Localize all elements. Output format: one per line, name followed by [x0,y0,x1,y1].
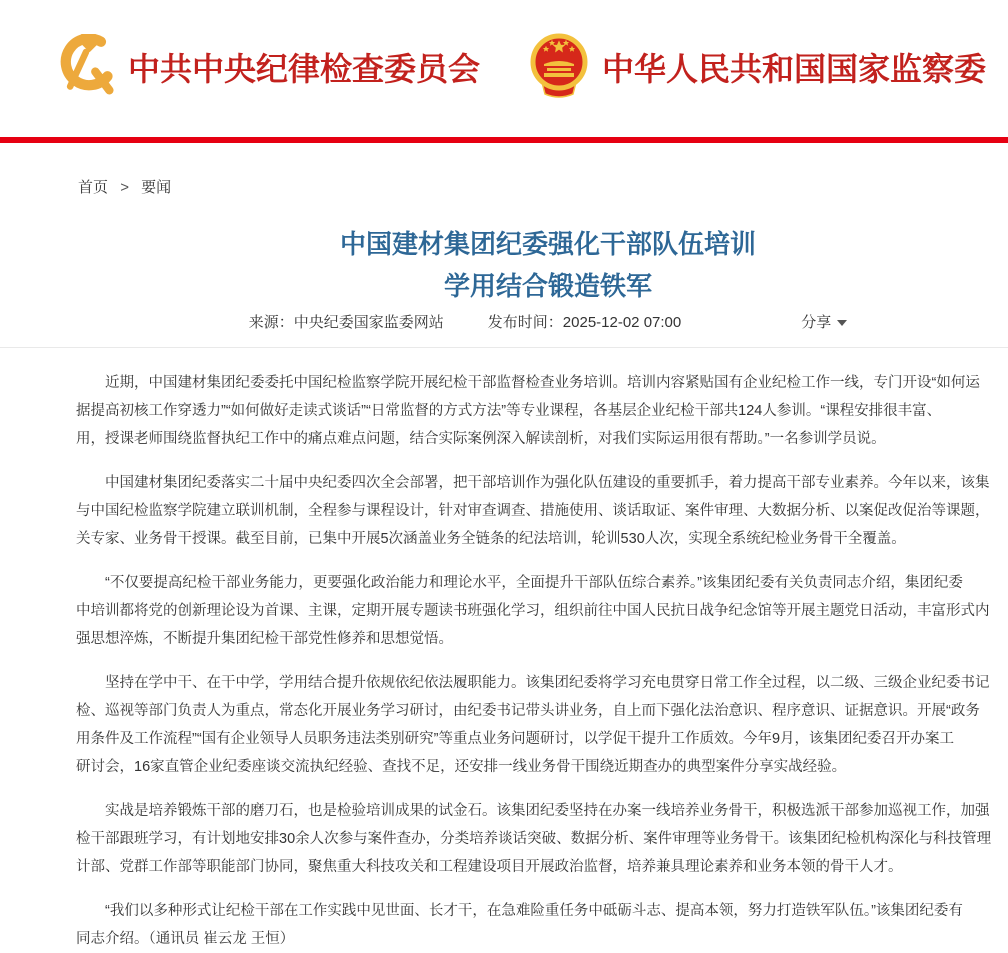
org-name-ccdi: 中共中央纪律检查委员会 [128,50,481,87]
meta-source [249,311,444,332]
article-line: “不仅要提高纪检干部业务能力，更要强化政治能力和理论水平，全面提升干部队伍综合素养。”该集团纪委有关负责同志介绍，集团纪委 [105,575,963,591]
article-paragraph [76,569,1008,653]
meta-source-label: 来源： [248,314,294,331]
article-line: 同志介绍。（通讯员 崔云龙 王恒） [76,931,295,947]
header-org-ccdi-link[interactable] [58,34,480,103]
article-line: 坚持在学中干、在干中学，学用结合提升依规依纪依法履职能力。该集团纪委将学习充电贯穿日常工作全过程，以二级、三级企业纪委书记 [105,675,990,691]
header-org-nsc-link[interactable] [530,32,986,105]
breadcrumb-home-link[interactable]: 首页 [78,179,109,196]
article-paragraph [76,469,1008,553]
breadcrumb [0,143,1008,197]
article-paragraph [76,897,1008,953]
share-label: 分享 [801,314,832,331]
article-line: 中培训都将党的创新理论设为首课、主课，定期开展专题读书班强化学习，组织前往中国人民抗日战争纪念馆等开展主题党日活动，丰富形式内 [76,603,990,619]
article-line: 计部、党群工作部等职能部门协同，聚焦重大科技攻关和工程建设项目开展政治监督，培养兼具理论素养和业务本领的骨干人才。 [76,859,903,875]
article-line: 检、巡视等部门负责人为重点，常态化开展业务学习研讨，由纪委书记带头讲业务，自上而下强化法治意识、程序意识、证据意识。开展“政务 [76,703,980,719]
article-line: 近期，中国建材集团纪委委托中国纪检监察学院开展纪检干部监督检查业务培训。培训内容紧贴国有企业纪检工作一线，专门开设“如何运 [105,375,980,391]
share-button[interactable] [801,311,847,332]
breadcrumb-separator: > [120,179,129,196]
article-paragraph [76,369,1008,453]
article-line: 关专家、业务骨干授课。截至目前，已集中开展5次涵盖业务全链条的纪法培训，轮训530人次，实现全系统纪检业务骨干全覆盖。 [76,531,906,547]
page-title-line-1: 中国建材集团纪委强化干部队伍培训 [339,229,756,259]
article-paragraph [76,797,1008,881]
article-body [76,369,1008,953]
article-line: 研讨会，16家直管企业纪委座谈交流执纪经验、查找不足，还安排一线业务骨干围绕近期查办的典型案件分享实战经验。 [76,759,847,775]
article-line: 据提高初核工作穿透力”“如何做好走读式谈话”“日常监督的方式方法”等专业课程，各基层企业纪检干部共124人参训。“课程安排很丰富、 [76,403,942,419]
breadcrumb-section-link[interactable]: 要闻 [141,179,172,196]
article-line: 中国建材集团纪委落实二十届中央纪委四次全会部署，把干部培训作为强化队伍建设的重要抓手，着力提高干部专业素养。今年以来，该集 [105,475,990,491]
caret-down-icon [837,320,847,326]
article-line: “我们以多种形式让纪检干部在工作实践中见世面、长才干，在急难险重任务中砥砺斗志、提高本领，努力打造铁军队伍。”该集团纪委有 [105,903,963,919]
meta-publish-time [488,311,681,332]
org-name-nsc: 中华人民共和国国家监察委 [602,50,987,87]
article-line: 强思想淬炼，不断提升集团纪检干部党性修养和思想觉悟。 [76,631,453,647]
article-line: 用，授课老师围绕监督执纪工作中的痛点难点问题，结合实际案例深入解读剖析，对我们实际运用很有帮助。”一名参训学员说。 [76,431,886,447]
meta-time-label: 发布时间： [487,314,563,331]
article-paragraph [76,669,1008,781]
page-title [78,223,1008,307]
meta-time-value: 2025-12-02 07:00 [562,314,682,331]
site-header [0,0,1008,137]
article-line: 检干部跟班学习，有计划地安排30余人次参与案件查办，分类培养谈话突破、数据分析、案件审理等业务骨干。该集团纪检机构深化与科技管理 [76,831,992,847]
meta-source-value: 中央纪委国家监委网站 [293,314,444,331]
article-line: 与中国纪检监察学院建立联训机制，全程参与课程设计，针对审查调查、措施使用、谈话取证、案件审理、大数据分析、以案促改促治等课题， [76,503,990,519]
meta-separator-line [0,347,1008,348]
page-title-line-2: 学用结合锻造铁军 [443,271,652,301]
national-emblem-icon [530,32,588,105]
article-line: 实战是培养锻炼干部的磨刀石，也是检验培训成果的试金石。该集团纪委坚持在办案一线培养业务骨干，积极选派干部参加巡视工作，加强 [105,803,990,819]
article-line: 用条件及工作流程”“国有企业领导人员职务违法类别研究”等重点业务问题研讨，以学促干提升工作质效。今年9月，该集团纪委召开办案工 [76,731,955,747]
article-meta [78,311,1008,347]
party-emblem-icon [58,34,114,103]
